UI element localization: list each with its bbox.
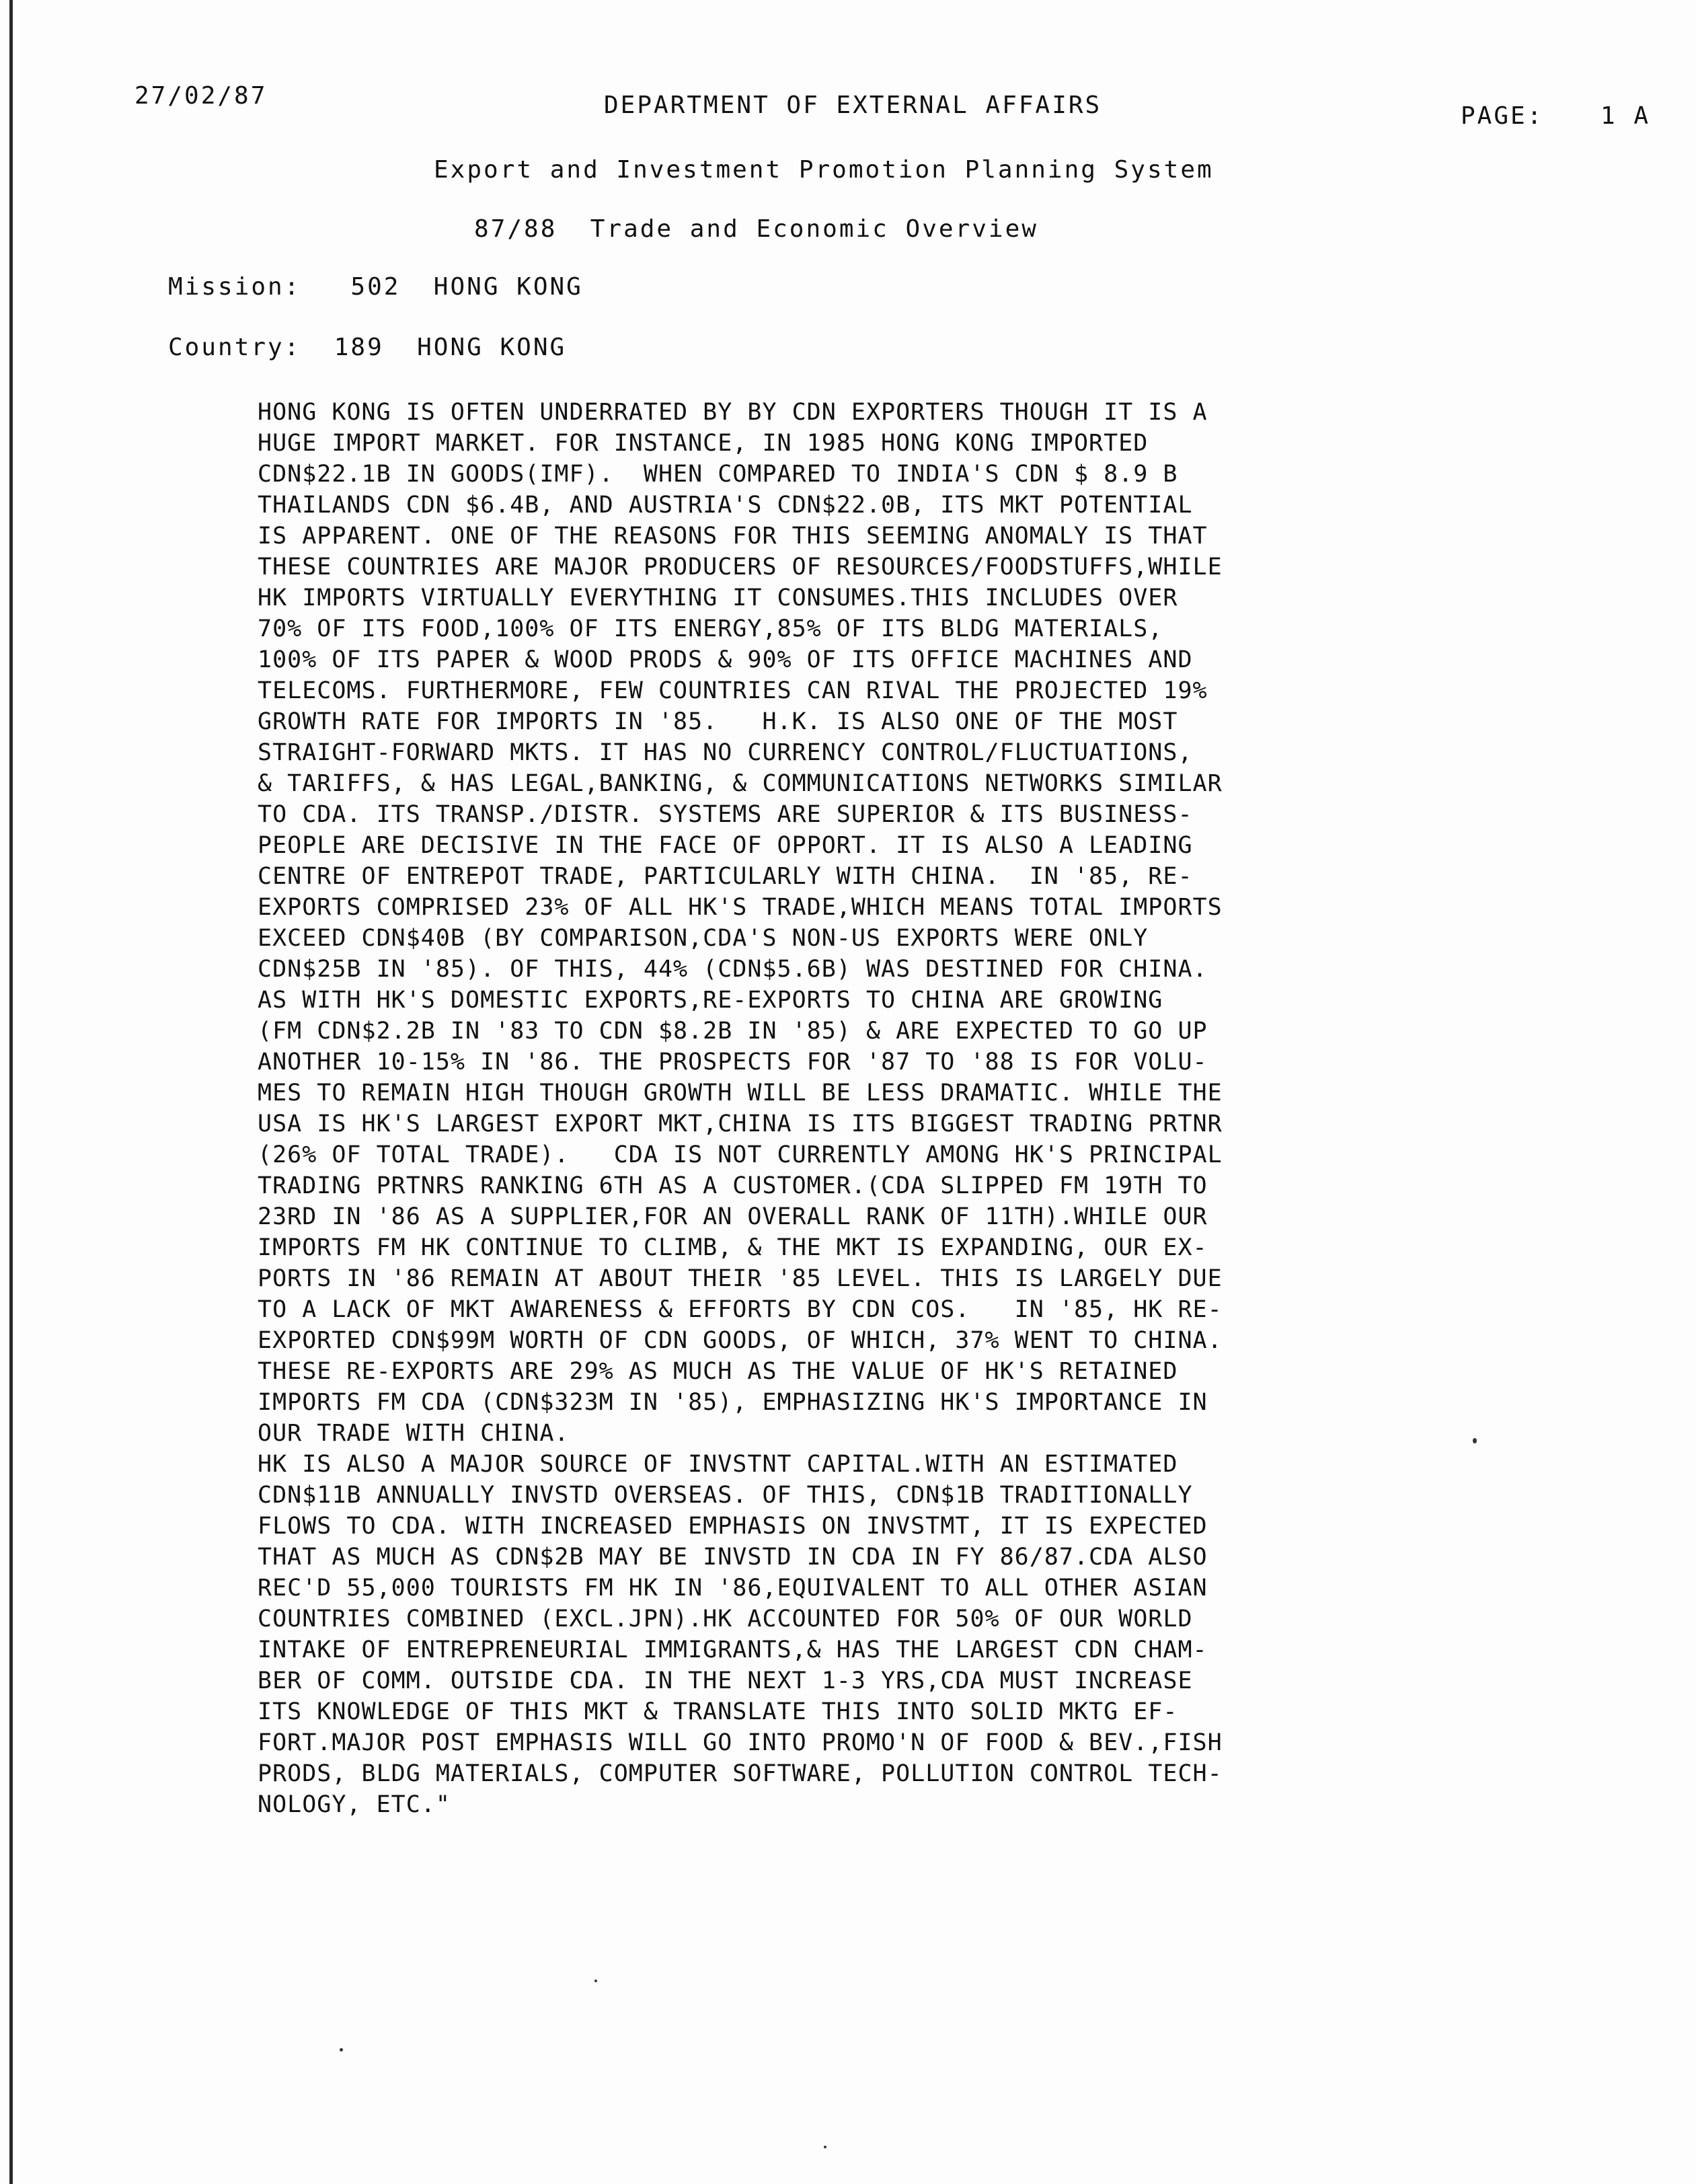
body-line: FORT.MAJOR POST EMPHASIS WILL GO INTO PROMO'N OF FOOD & BEV.,FISH — [258, 1729, 1223, 1756]
body-line: (26% OF TOTAL TRADE). CDA IS NOT CURRENTLY AMONG HK'S PRINCIPAL — [258, 1141, 1223, 1168]
body-line: HK IS ALSO A MAJOR SOURCE OF INVSTNT CAPITAL.WITH AN ESTIMATED — [258, 1451, 1178, 1478]
department-heading: DEPARTMENT OF EXTERNAL AFFAIRS — [604, 91, 1102, 119]
document-date: 27/02/87 — [134, 82, 268, 110]
country-value: 189 HONG KONG — [334, 334, 567, 361]
body-line: STRAIGHT-FORWARD MKTS. IT HAS NO CURRENCY CONTROL/FLUCTUATIONS, — [258, 739, 1193, 766]
body-line: TO A LACK OF MKT AWARENESS & EFFORTS BY CDN COS. IN '85, HK RE- — [258, 1296, 1223, 1323]
body-line: CDN$25B IN '85). OF THIS, 44% (CDN$5.6B) WAS DESTINED FOR CHINA. — [258, 956, 1208, 983]
body-line: ITS KNOWLEDGE OF THIS MKT & TRANSLATE THIS INTO SOLID MKTG EF- — [258, 1698, 1178, 1725]
body-line: EXPORTED CDN$99M WORTH OF CDN GOODS, OF WHICH, 37% WENT TO CHINA. — [258, 1327, 1223, 1354]
page-label: PAGE: — [1461, 102, 1544, 130]
body-line: ANOTHER 10-15% IN '86. THE PROSPECTS FOR '87 TO '88 IS FOR VOLU- — [258, 1049, 1208, 1076]
system-title: Export and Investment Promotion Planning System — [434, 156, 1214, 184]
body-line: COUNTRIES COMBINED (EXCL.JPN).HK ACCOUNTED FOR 50% OF OUR WORLD — [258, 1606, 1193, 1632]
body-line: OUR TRADE WITH CHINA. — [258, 1420, 570, 1447]
body-line: FLOWS TO CDA. WITH INCREASED EMPHASIS ON INVSTMT, IT IS EXPECTED — [258, 1513, 1208, 1540]
body-line: IS APPARENT. ONE OF THE REASONS FOR THIS SEEMING ANOMALY IS THAT — [258, 523, 1208, 550]
body-line: 23RD IN '86 AS A SUPPLIER,FOR AN OVERALL RANK OF 11TH).WHILE OUR — [258, 1203, 1208, 1230]
body-line: CDN$11B ANNUALLY INVSTD OVERSEAS. OF THIS, CDN$1B TRADITIONALLY — [258, 1482, 1193, 1509]
body-line: HK IMPORTS VIRTUALLY EVERYTHING IT CONSUMES.THIS INCLUDES OVER — [258, 585, 1178, 611]
mission-field — [168, 273, 583, 301]
body-line: PRODS, BLDG MATERIALS, COMPUTER SOFTWARE, POLLUTION CONTROL TECH- — [258, 1760, 1223, 1787]
body-line: HUGE IMPORT MARKET. FOR INSTANCE, IN 1985 HONG KONG IMPORTED — [258, 430, 1149, 457]
body-line: TO CDA. ITS TRANSP./DISTR. SYSTEMS ARE SUPERIOR & ITS BUSINESS- — [258, 801, 1193, 828]
body-line: THAT AS MUCH AS CDN$2B MAY BE INVSTD IN CDA IN FY 86/87.CDA ALSO — [258, 1544, 1208, 1571]
body-line: TELECOMS. FURTHERMORE, FEW COUNTRIES CAN RIVAL THE PROJECTED 19% — [258, 677, 1208, 704]
scan-speck — [824, 2146, 826, 2148]
body-line: AS WITH HK'S DOMESTIC EXPORTS,RE-EXPORTS TO CHINA ARE GROWING — [258, 987, 1163, 1014]
body-line: EXCEED CDN$40B (BY COMPARISON,CDA'S NON-US EXPORTS WERE ONLY — [258, 925, 1149, 952]
body-line: 70% OF ITS FOOD,100% OF ITS ENERGY,85% OF ITS BLDG MATERIALS, — [258, 615, 1163, 642]
body-line: THAILANDS CDN $6.4B, AND AUSTRIA'S CDN$22.0B, ITS MKT POTENTIAL — [258, 492, 1193, 519]
country-label: Country: — [168, 334, 301, 361]
body-line: HONG KONG IS OFTEN UNDERRATED BY BY CDN EXPORTERS THOUGH IT IS A — [258, 399, 1208, 426]
scan-speck — [594, 1980, 597, 1982]
mission-label: Mission: — [168, 273, 301, 301]
scan-speck — [340, 2048, 343, 2051]
country-field — [168, 334, 566, 361]
body-line: GROWTH RATE FOR IMPORTS IN '85. H.K. IS ALSO ONE OF THE MOST — [258, 708, 1178, 735]
body-line: NOLOGY, ETC." — [258, 1791, 451, 1818]
body-line: REC'D 55,000 TOURISTS FM HK IN '86,EQUIVALENT TO ALL OTHER ASIAN — [258, 1575, 1208, 1602]
body-line: IMPORTS FM CDA (CDN$323M IN '85), EMPHASIZING HK'S IMPORTANCE IN — [258, 1389, 1208, 1416]
body-line: MES TO REMAIN HIGH THOUGH GROWTH WILL BE LESS DRAMATIC. WHILE THE — [258, 1080, 1223, 1106]
body-line: THESE RE-EXPORTS ARE 29% AS MUCH AS THE VALUE OF HK'S RETAINED — [258, 1358, 1178, 1385]
body-line: THESE COUNTRIES ARE MAJOR PRODUCERS OF RESOURCES/FOODSTUFFS,WHILE — [258, 554, 1223, 580]
body-line: TRADING PRTNRS RANKING 6TH AS A CUSTOMER.(CDA SLIPPED FM 19TH TO — [258, 1172, 1208, 1199]
scan-speck — [1473, 1438, 1477, 1443]
body-line: USA IS HK'S LARGEST EXPORT MKT,CHINA IS ITS BIGGEST TRADING PRTNR — [258, 1110, 1223, 1137]
body-line: CENTRE OF ENTREPOT TRADE, PARTICULARLY WITH CHINA. IN '85, RE- — [258, 863, 1193, 890]
body-line: PORTS IN '86 REMAIN AT ABOUT THEIR '85 LEVEL. THIS IS LARGELY DUE — [258, 1265, 1223, 1292]
body-line: PEOPLE ARE DECISIVE IN THE FACE OF OPPORT. IT IS ALSO A LEADING — [258, 832, 1193, 859]
body-line: BER OF COMM. OUTSIDE CDA. IN THE NEXT 1-3 YRS,CDA MUST INCREASE — [258, 1667, 1193, 1694]
body-line: CDN$22.1B IN GOODS(IMF). WHEN COMPARED TO INDIA'S CDN $ 8.9 B — [258, 461, 1178, 488]
body-line: EXPORTS COMPRISED 23% OF ALL HK'S TRADE,WHICH MEANS TOTAL IMPORTS — [258, 894, 1223, 921]
body-line: INTAKE OF ENTREPRENEURIAL IMMIGRANTS,& HAS THE LARGEST CDN CHAM- — [258, 1636, 1208, 1663]
page-number: 1 A — [1601, 102, 1651, 130]
body-line: & TARIFFS, & HAS LEGAL,BANKING, & COMMUNICATIONS NETWORKS SIMILAR — [258, 770, 1223, 797]
overview-body — [258, 397, 1569, 1820]
body-line: (FM CDN$2.2B IN '83 TO CDN $8.2B IN '85) & ARE EXPECTED TO GO UP — [258, 1018, 1208, 1045]
mission-value: 502 HONG KONG — [350, 273, 583, 301]
body-line: 100% OF ITS PAPER & WOOD PRODS & 90% OF ITS OFFICE MACHINES AND — [258, 646, 1193, 673]
scan-edge — [9, 0, 13, 2184]
overview-title: 87/88 Trade and Economic Overview — [474, 215, 1038, 243]
body-line: IMPORTS FM HK CONTINUE TO CLIMB, & THE MKT IS EXPANDING, OUR EX- — [258, 1234, 1208, 1261]
